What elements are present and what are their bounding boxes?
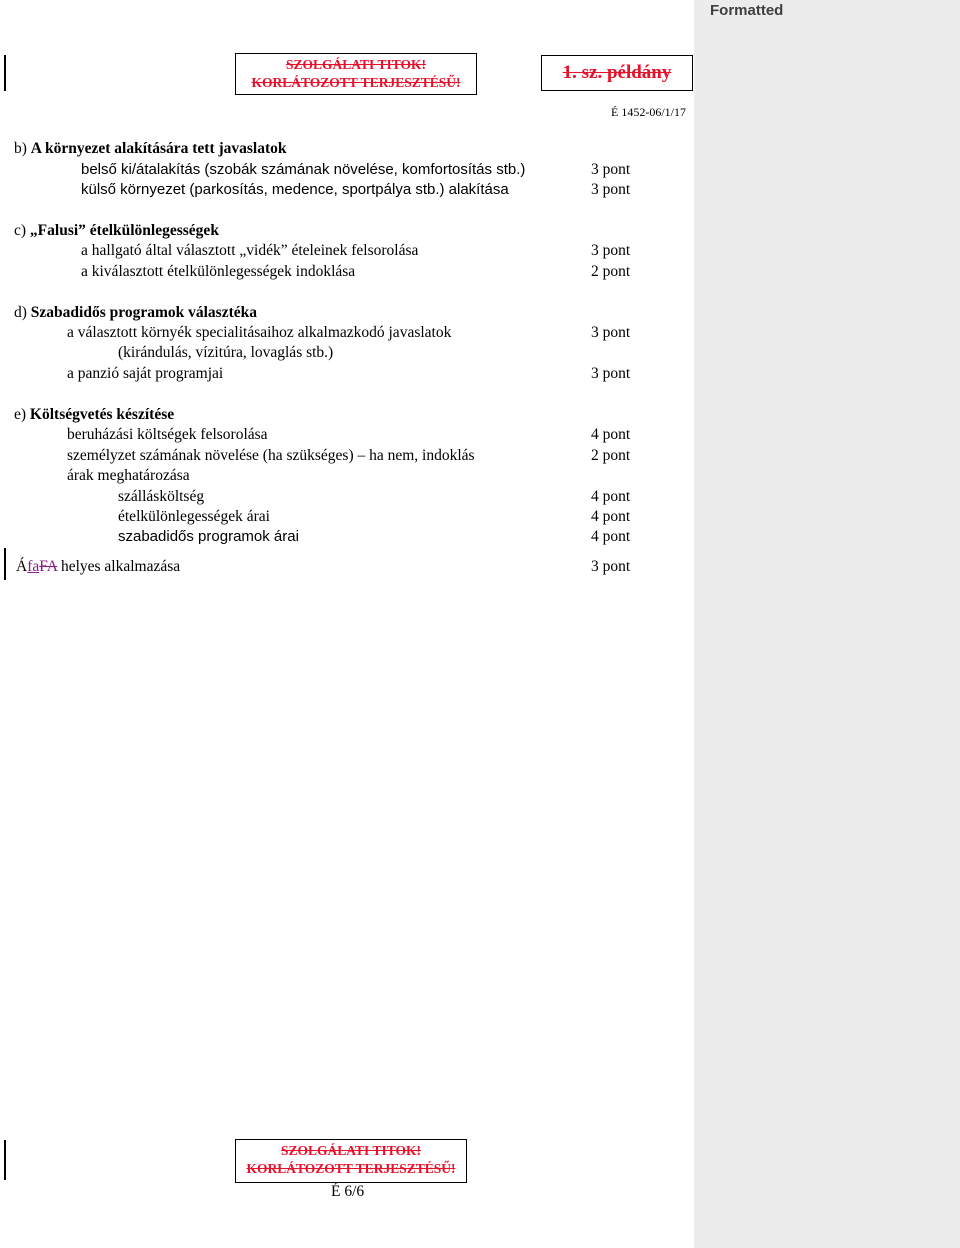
list-item: szabadidős programok árai xyxy=(118,528,299,545)
list-item: személyzet számának növelése (ha szükséges) – ha nem, indoklás xyxy=(67,447,475,464)
afa-rest: helyes alkalmazása xyxy=(57,558,181,575)
section-prefix: e) xyxy=(14,406,27,423)
revision-sidebar xyxy=(694,0,960,1248)
document-id: É 1452-06/1/17 xyxy=(611,105,686,119)
section-prefix: d) xyxy=(14,304,27,321)
points: 3 pont xyxy=(591,558,631,575)
section-d-heading xyxy=(14,303,257,323)
list-item: (kirándulás, vízitúra, lovaglás stb.) xyxy=(118,344,334,361)
points: 4 pont xyxy=(591,508,631,525)
points: 3 pont xyxy=(591,365,631,382)
stamp-line-1: SZOLGÁLATI TITOK! xyxy=(281,1143,421,1158)
stamp-line-2: KORLÁTOZOTT TERJESZTÉSŰ! xyxy=(251,75,461,90)
list-item: árak meghatározása xyxy=(67,467,190,484)
sidebar-title: Formatted xyxy=(710,2,784,19)
change-bar xyxy=(4,55,6,91)
points: 3 pont xyxy=(591,161,631,178)
change-bar xyxy=(4,1140,6,1180)
list-item: a választott környék specialitásaihoz alkalmazkodó javaslatok xyxy=(67,324,452,341)
page-number: É 6/6 xyxy=(331,1183,365,1200)
points: 4 pont xyxy=(591,426,631,443)
afa-line xyxy=(16,557,180,577)
copy-number: 1. sz. példány xyxy=(541,55,693,91)
section-title: Költségvetés készítése xyxy=(29,406,175,423)
section-e-heading xyxy=(14,405,174,425)
change-bar xyxy=(4,548,6,580)
points: 2 pont xyxy=(591,447,631,464)
list-item: ételkülönlegességek árai xyxy=(118,508,270,525)
points: 4 pont xyxy=(591,528,631,545)
list-item: külső környezet (parkosítás, medence, sportpálya stb.) alakítása xyxy=(81,181,509,198)
list-item: belső ki/átalakítás (szobák számának növelése, komfortosítás stb.) xyxy=(81,161,526,178)
points: 2 pont xyxy=(591,263,631,280)
stamp-line-1: SZOLGÁLATI TITOK! xyxy=(286,57,426,72)
section-c-heading xyxy=(14,221,219,241)
section-prefix: b) xyxy=(14,140,27,157)
footer-classification-stamp xyxy=(235,1139,467,1183)
list-item: szállásköltség xyxy=(118,488,205,505)
classification-stamp xyxy=(235,53,477,95)
points: 3 pont xyxy=(591,181,631,198)
afa-prefix: Á xyxy=(16,558,28,575)
inserted-text: fa xyxy=(27,558,40,575)
section-title: „Falusi” ételkülönlegességek xyxy=(29,222,219,239)
section-title: A környezet alakítására tett javaslatok xyxy=(30,140,287,157)
list-item: a kiválasztott ételkülönlegességek indoklása xyxy=(81,263,356,280)
section-b-heading xyxy=(14,139,287,159)
points: 4 pont xyxy=(591,488,631,505)
section-prefix: c) xyxy=(14,222,27,239)
list-item: a hallgató által választott „vidék” ételeinek felsorolása xyxy=(81,242,419,259)
stamp-line-2: KORLÁTOZOTT TERJESZTÉSŰ! xyxy=(246,1161,456,1176)
points: 3 pont xyxy=(591,324,631,341)
list-item: beruházási költségek felsorolása xyxy=(67,426,268,443)
list-item: a panzió saját programjai xyxy=(67,365,224,382)
points: 3 pont xyxy=(591,242,631,259)
deleted-text: FA xyxy=(39,558,58,575)
section-title: Szabadidős programok választéka xyxy=(30,304,258,321)
